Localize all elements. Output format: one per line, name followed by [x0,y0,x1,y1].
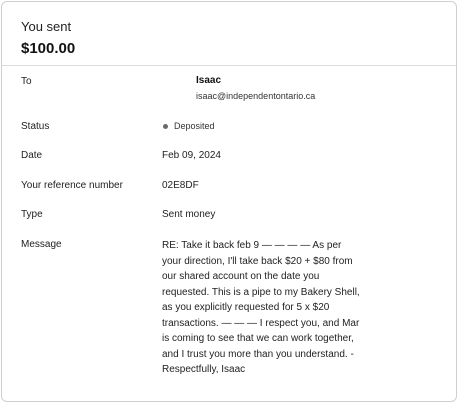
transfer-details-card [1,1,457,402]
date-label: Date [21,150,43,161]
reference-value: 02E8DF [162,180,199,191]
status-dot-icon [163,124,168,129]
reference-label: Your reference number [21,180,123,191]
status-badge [163,121,215,131]
type-value: Sent money [162,209,216,220]
header-divider [2,65,456,66]
recipient-name: Isaac [196,75,222,86]
status-value: Deposited [174,121,215,131]
sent-label: You sent [21,19,72,34]
message-label: Message [21,239,62,250]
sent-amount: $100.00 [21,40,76,57]
recipient-email: isaac@independentontario.ca [196,91,316,101]
status-label: Status [21,121,50,132]
to-label: To [21,76,32,87]
type-label: Type [21,209,43,220]
date-value: Feb 09, 2024 [162,150,221,161]
message-value: RE: Take it back feb 9 — — — — As per your direction, I'll take back $20 + $80 from our shared account on the date you requested. This is a pipe to my Bakery Shell, as you explicitly requested for 5 x $20 transactions. — — — I respect you, and Mar is coming to see that we can work together, and I trust you more than you understand. - Respectfully, Isaac [162,240,360,375]
